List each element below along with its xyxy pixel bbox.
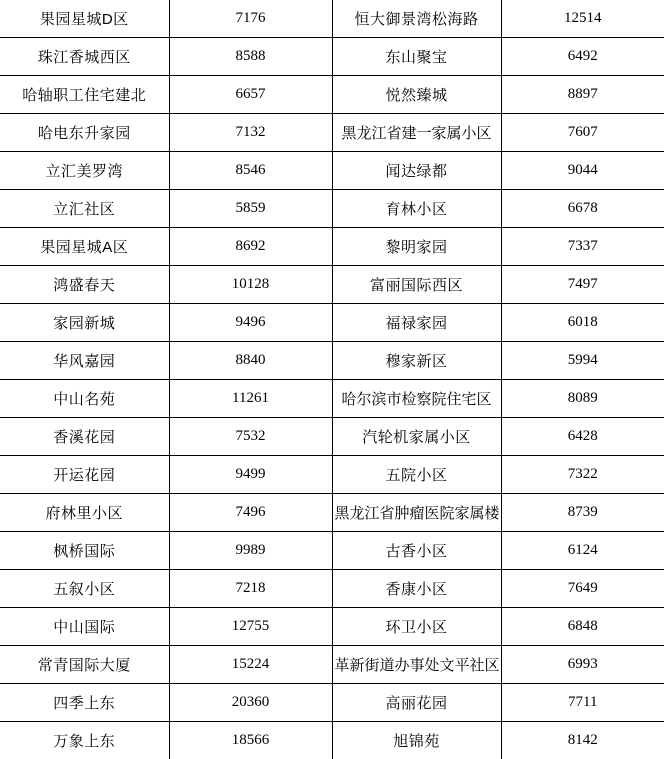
community-name-left: 府林里小区 [0, 494, 169, 532]
community-price-right: 5994 [501, 342, 664, 380]
community-name-right: 闻达绿都 [332, 152, 501, 190]
community-name-left: 哈轴职工住宅建北 [0, 76, 169, 114]
table-row [0, 76, 664, 114]
community-price-left: 8546 [169, 152, 332, 190]
community-price-right: 8089 [501, 380, 664, 418]
community-price-right: 6678 [501, 190, 664, 228]
table-row [0, 228, 664, 266]
community-price-right: 6993 [501, 646, 664, 684]
community-name-right: 香康小区 [332, 570, 501, 608]
community-price-right: 8142 [501, 722, 664, 759]
table-row [0, 494, 664, 532]
community-price-right: 7711 [501, 684, 664, 722]
table-row [0, 304, 664, 342]
community-name-left: 鸿盛春天 [0, 266, 169, 304]
community-name-left: 枫桥国际 [0, 532, 169, 570]
community-price-left: 10128 [169, 266, 332, 304]
community-name-right: 黎明家园 [332, 228, 501, 266]
community-price-left: 8588 [169, 38, 332, 76]
community-name-left: 香溪花园 [0, 418, 169, 456]
community-price-right: 6492 [501, 38, 664, 76]
community-price-right: 7337 [501, 228, 664, 266]
community-name-left: 常青国际大厦 [0, 646, 169, 684]
community-name-right: 五院小区 [332, 456, 501, 494]
table-row [0, 114, 664, 152]
community-name-right: 高丽花园 [332, 684, 501, 722]
community-name-right: 悦然臻城 [332, 76, 501, 114]
community-name-left: 四季上东 [0, 684, 169, 722]
table-row [0, 456, 664, 494]
community-name-right: 东山聚宝 [332, 38, 501, 76]
table-row [0, 380, 664, 418]
table-row [0, 38, 664, 76]
community-name-right: 革新街道办事处文平社区 [332, 646, 501, 684]
community-name-left: 华风嘉园 [0, 342, 169, 380]
table-row [0, 532, 664, 570]
community-price-left: 12755 [169, 608, 332, 646]
community-price-left: 9989 [169, 532, 332, 570]
community-price-right: 12514 [501, 0, 664, 38]
community-name-left: 万象上东 [0, 722, 169, 759]
community-name-right: 哈尔滨市检察院住宅区 [332, 380, 501, 418]
community-price-right: 7649 [501, 570, 664, 608]
community-name-left: 中山国际 [0, 608, 169, 646]
community-price-left: 9499 [169, 456, 332, 494]
community-price-left: 20360 [169, 684, 332, 722]
community-name-left: 哈电东升家园 [0, 114, 169, 152]
table-row [0, 266, 664, 304]
community-price-left: 7532 [169, 418, 332, 456]
community-name-right: 黑龙江省肿瘤医院家属楼 [332, 494, 501, 532]
community-price-left: 11261 [169, 380, 332, 418]
community-price-right: 6018 [501, 304, 664, 342]
table-row [0, 0, 664, 38]
community-name-left: 珠江香城西区 [0, 38, 169, 76]
community-name-left: 家园新城 [0, 304, 169, 342]
community-price-right: 6848 [501, 608, 664, 646]
community-name-right: 环卫小区 [332, 608, 501, 646]
community-name-left: 开运花园 [0, 456, 169, 494]
community-price-left: 7132 [169, 114, 332, 152]
community-name-right: 黑龙江省建一家属小区 [332, 114, 501, 152]
community-name-right: 穆家新区 [332, 342, 501, 380]
community-price-left: 7496 [169, 494, 332, 532]
community-name-left: 中山名苑 [0, 380, 169, 418]
table-row [0, 570, 664, 608]
community-price-right: 6428 [501, 418, 664, 456]
table-row [0, 608, 664, 646]
community-name-right: 旭锦苑 [332, 722, 501, 759]
community-price-left: 6657 [169, 76, 332, 114]
community-name-right: 福禄家园 [332, 304, 501, 342]
community-price-right: 9044 [501, 152, 664, 190]
table-row [0, 190, 664, 228]
community-name-right: 育林小区 [332, 190, 501, 228]
table-row [0, 646, 664, 684]
table-row [0, 684, 664, 722]
table-row [0, 342, 664, 380]
community-price-left: 5859 [169, 190, 332, 228]
table-row [0, 418, 664, 456]
community-price-right: 8739 [501, 494, 664, 532]
community-name-right: 恒大御景湾松海路 [332, 0, 501, 38]
community-price-left: 7218 [169, 570, 332, 608]
community-price-left: 15224 [169, 646, 332, 684]
community-price-left: 8840 [169, 342, 332, 380]
community-name-left: 果园星城A区 [0, 228, 169, 266]
community-price-right: 7607 [501, 114, 664, 152]
community-name-right: 汽轮机家属小区 [332, 418, 501, 456]
table-row [0, 152, 664, 190]
community-name-left: 立汇社区 [0, 190, 169, 228]
community-name-right: 古香小区 [332, 532, 501, 570]
community-price-right: 7322 [501, 456, 664, 494]
community-price-left: 9496 [169, 304, 332, 342]
community-name-left: 五叙小区 [0, 570, 169, 608]
community-name-left: 立汇美罗湾 [0, 152, 169, 190]
community-price-right: 7497 [501, 266, 664, 304]
community-price-right: 8897 [501, 76, 664, 114]
community-name-right: 富丽国际西区 [332, 266, 501, 304]
table-row [0, 722, 664, 759]
community-price-left: 7176 [169, 0, 332, 38]
community-price-left: 8692 [169, 228, 332, 266]
community-price-left: 18566 [169, 722, 332, 759]
community-name-left: 果园星城D区 [0, 0, 169, 38]
community-price-right: 6124 [501, 532, 664, 570]
